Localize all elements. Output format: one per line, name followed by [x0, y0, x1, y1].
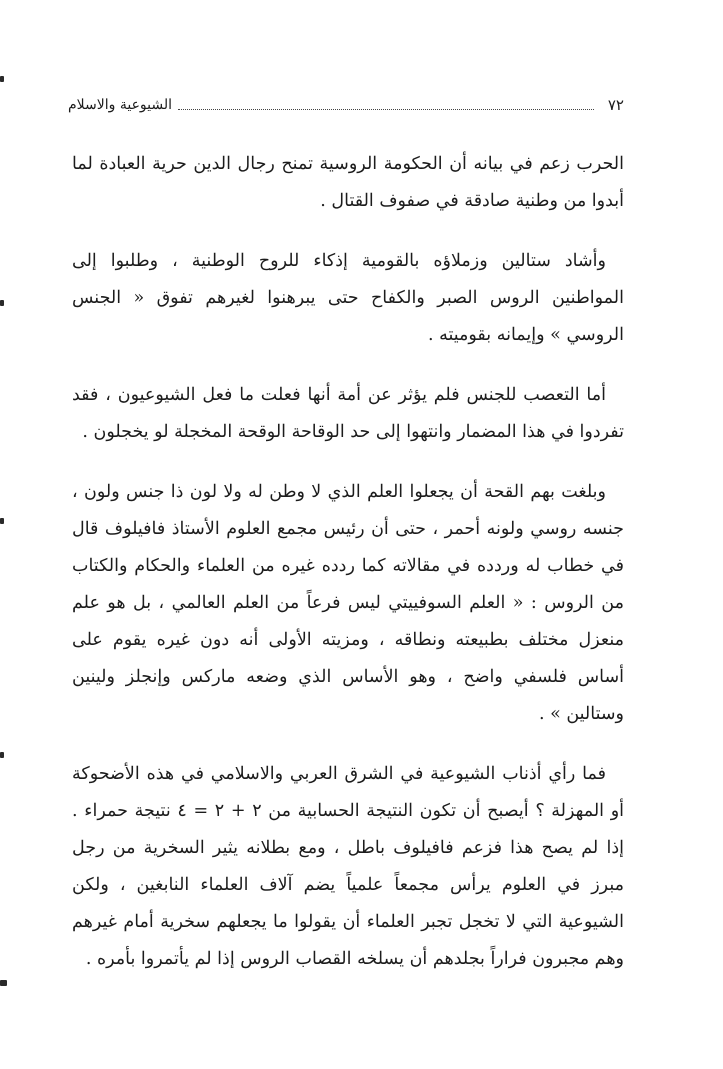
- running-title: الشيوعية والاسلام: [68, 97, 173, 113]
- scan-edge-mark: [0, 752, 4, 758]
- header-dotted-leader: [178, 108, 594, 110]
- scan-edge-mark: [0, 518, 4, 524]
- paragraph: وبلغت بهم القحة أن يجعلوا العلم الذي لا وطن له ولا لون ذا جنس ولون ، جنسه روسي ولونه أحمر ، حتى أن رئيس مجمع العلوم الأستاذ فافيلوف قال في خطاب له وردده في مقالاته كما ردده غيره من العلماء والحكام والكتاب من الروس : « العلم السوفييتي ليس فرعاً من العلم العالمي ، بل هو علم منعزل مختلف بطبيعته ونطاقه ، ومزيته الأولى أنه دون غيره يقوم على أساس فلسفي واضح ، وهو الأساس الذي وضعه ماركس وإنجلز ولينين وستالين » .: [72, 482, 624, 724]
- paragraph: وأشاد ستالين وزملاؤه بالقومية إذكاء للروح الوطنية ، وطلبوا إلى المواطنين الروس الصبر والكفاح حتى يبرهنوا لغيرهم تفوق « الجنس الروسي » وإيمانه بقوميته .: [72, 251, 624, 345]
- scan-edge-mark: [0, 76, 4, 82]
- paragraph: فما رأي أذناب الشيوعية في الشرق العربي والاسلامي في هذه الأضحوكة أو المهزلة ؟ أيصبح أن تكون النتيجة الحسابية من ٢ + ٢ = ٤ نتيجة حمراء . إذا لم يصح هذا فزعم فافيلوف باطل ، ومع بطلانه يثير السخرية من رجل مبرز في العلوم يرأس مجمعاً علمياً يضم آلاف العلماء النابغين ، ولكن الشيوعية التي لا تخجل تجبر العلماء أن يقولوا ما يجعلهم سخرية أمام غيرهم وهم مجبرون فراراً بجلدهم أن يسلخه القصاب الروس إذا لم يأتمروا بأمره .: [72, 764, 625, 969]
- page-number: ٧٢: [607, 96, 624, 114]
- paragraph: أما التعصب للجنس فلم يؤثر عن أمة أنها فعلت ما فعل الشيوعيون ، فقد تفردوا في هذا المضمار وانتهوا إلى حد الوقاحة الوقحة المخجلة لو يخجلون .: [72, 385, 624, 442]
- paragraph: الحرب زعم في بيانه أن الحكومة الروسية تمنح رجال الدين حرية العبادة لما أبدوا من وطنية صادقة في صفوف القتال .: [72, 154, 624, 211]
- scan-edge-mark: [0, 300, 4, 306]
- running-header: [68, 95, 624, 115]
- scan-edge-mark: [0, 980, 7, 986]
- body-text: [72, 146, 624, 1001]
